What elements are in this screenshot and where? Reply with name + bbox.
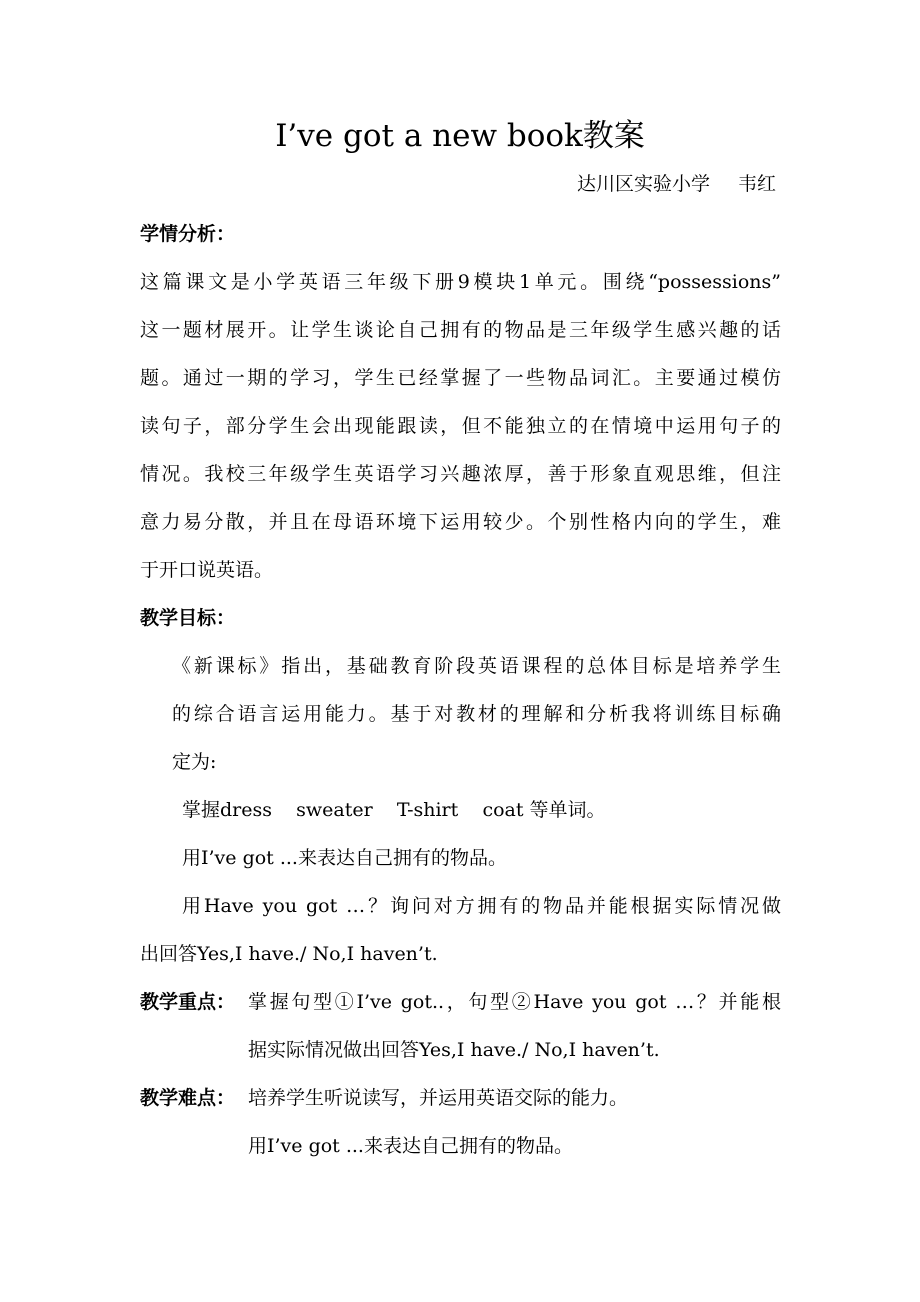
objectives-line: 的综合语言运用能力。基于对教材的理解和分析我将训练目标确: [172, 703, 781, 725]
document-title: I’ve got a new book教案: [275, 118, 645, 154]
analysis-heading: 学情分析：: [140, 223, 236, 245]
objectives-heading: 教学目标：: [140, 607, 236, 629]
objectives-line: 《新课标》指出，基础教育阶段英语课程的总体目标是培养学生: [172, 655, 781, 677]
objectives-vocab-line: 掌握dress sweater T-shirt coat 等单词。: [182, 799, 606, 821]
difficulties-line: 用I’ve got ...来表达自己拥有的物品。: [248, 1135, 573, 1157]
analysis-line: 情况。我校三年级学生英语学习兴趣浓厚，善于形象直观思维，但注: [140, 463, 781, 485]
analysis-line: 于开口说英语。: [140, 559, 274, 581]
objectives-line: 定为:: [172, 751, 217, 773]
author-school: 达川区实验小学: [576, 173, 710, 195]
objectives-line: 用I’ve got ...来表达自己拥有的物品。: [182, 847, 507, 869]
objectives-line: 出回答Yes,I have./ No,I haven’t.: [140, 943, 438, 965]
difficulties-heading: 教学难点：: [140, 1087, 236, 1109]
author-name: 韦红: [737, 173, 776, 195]
key-points-heading: 教学重点：: [140, 991, 236, 1013]
analysis-line: 这篇课文是小学英语三年级下册9模块1单元。围绕“possessions”: [140, 271, 781, 293]
analysis-line: 这一题材展开。让学生谈论自己拥有的物品是三年级学生感兴趣的话: [140, 319, 781, 341]
key-points-line: 掌握句型①I’ve got..，句型②Have you got …？并能根: [248, 991, 781, 1013]
analysis-line: 题。通过一期的学习，学生已经掌握了一些物品词汇。主要通过模仿: [140, 367, 781, 389]
analysis-line: 读句子，部分学生会出现能跟读，但不能独立的在情境中运用句子的: [140, 415, 781, 437]
difficulties-line: 培养学生听说读写，并运用英语交际的能力。: [248, 1087, 629, 1109]
author-line: [577, 168, 776, 200]
analysis-line: 意力易分散，并且在母语环境下运用较少。个别性格内向的学生，难: [140, 511, 781, 533]
objectives-line: 用Have you got …？询问对方拥有的物品并能根据实际情况做: [182, 895, 781, 917]
key-points-line: 据实际情况做出回答Yes,I have./ No,I haven’t.: [248, 1039, 660, 1061]
